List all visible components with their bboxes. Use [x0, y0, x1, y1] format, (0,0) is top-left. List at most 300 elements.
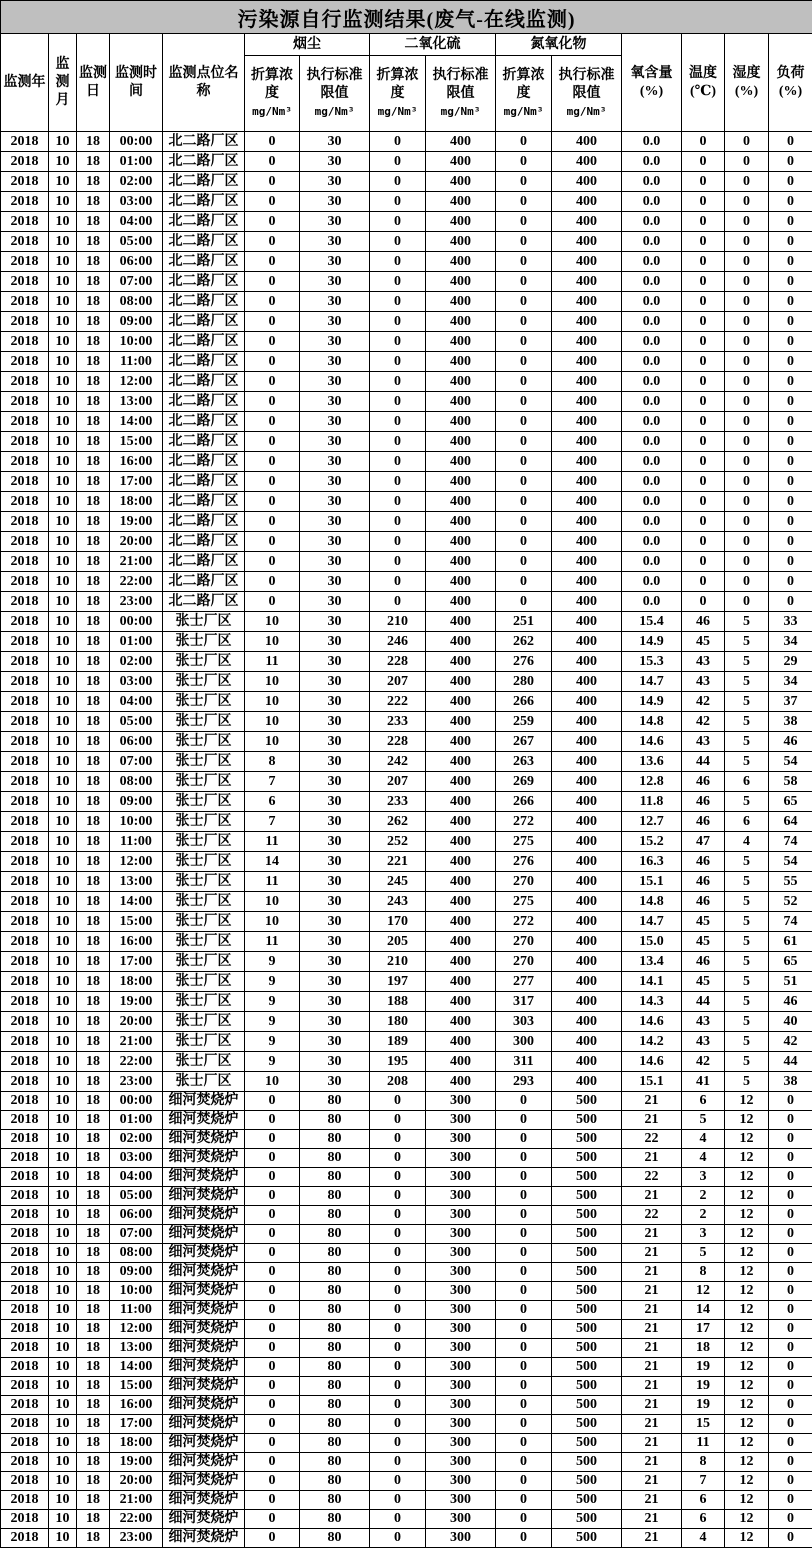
cell-nox-limit: 400	[552, 512, 622, 532]
cell-oxygen: 0.0	[622, 132, 682, 152]
cell-nox-conc: 276	[496, 852, 552, 872]
cell-humidity: 5	[725, 932, 769, 952]
cell-load: 0	[769, 492, 812, 512]
cell-so2-limit: 400	[426, 512, 496, 532]
cell-so2-conc: 228	[370, 652, 426, 672]
cell-smoke-conc: 0	[245, 312, 300, 332]
cell-smoke-conc: 0	[245, 492, 300, 512]
cell-nox-conc: 0	[496, 532, 552, 552]
cell-nox-limit: 400	[552, 332, 622, 352]
header-nox: 氮氧化物	[496, 34, 622, 56]
cell-so2-conc: 0	[370, 1491, 426, 1510]
cell-smoke-conc: 0	[245, 1510, 300, 1529]
cell-temp: 0	[682, 512, 725, 532]
cell-smoke-limit: 30	[300, 532, 370, 552]
cell-month: 10	[49, 292, 77, 312]
cell-so2-conc: 221	[370, 852, 426, 872]
cell-temp: 46	[682, 952, 725, 972]
cell-smoke-limit: 80	[300, 1396, 370, 1415]
cell-humidity: 5	[725, 692, 769, 712]
cell-time: 02:00	[110, 172, 163, 192]
table-row	[1, 572, 812, 592]
cell-temp: 0	[682, 312, 725, 332]
cell-humidity: 0	[725, 532, 769, 552]
cell-so2-conc: 0	[370, 412, 426, 432]
cell-smoke-limit: 30	[300, 752, 370, 772]
cell-humidity: 0	[725, 472, 769, 492]
cell-smoke-conc: 9	[245, 1032, 300, 1052]
cell-day: 18	[77, 792, 110, 812]
cell-so2-limit: 400	[426, 632, 496, 652]
cell-month: 10	[49, 412, 77, 432]
cell-month: 10	[49, 1320, 77, 1339]
cell-temp: 47	[682, 832, 725, 852]
cell-nox-limit: 400	[552, 652, 622, 672]
cell-nox-conc: 266	[496, 692, 552, 712]
cell-nox-conc: 0	[496, 592, 552, 612]
cell-oxygen: 0.0	[622, 392, 682, 412]
cell-oxygen: 13.4	[622, 952, 682, 972]
cell-time: 00:00	[110, 1092, 163, 1111]
cell-site: 北二路厂区	[163, 352, 245, 372]
cell-so2-limit: 400	[426, 292, 496, 312]
cell-time: 00:00	[110, 132, 163, 152]
cell-nox-conc: 0	[496, 1415, 552, 1434]
cell-humidity: 6	[725, 772, 769, 792]
cell-so2-conc: 0	[370, 232, 426, 252]
cell-load: 0	[769, 532, 812, 552]
cell-year: 2018	[1, 1415, 49, 1434]
cell-temp: 7	[682, 1472, 725, 1491]
cell-smoke-limit: 30	[300, 372, 370, 392]
cell-temp: 0	[682, 192, 725, 212]
cell-smoke-conc: 9	[245, 952, 300, 972]
cell-site: 张士厂区	[163, 1072, 245, 1092]
cell-smoke-limit: 80	[300, 1320, 370, 1339]
cell-site: 北二路厂区	[163, 452, 245, 472]
cell-time: 23:00	[110, 1072, 163, 1092]
table-row	[1, 532, 812, 552]
table-row	[1, 752, 812, 772]
cell-oxygen: 22	[622, 1168, 682, 1187]
cell-day: 18	[77, 132, 110, 152]
cell-humidity: 0	[725, 372, 769, 392]
cell-temp: 0	[682, 372, 725, 392]
cell-nox-conc: 270	[496, 952, 552, 972]
cell-nox-conc: 0	[496, 1263, 552, 1282]
cell-load: 0	[769, 1415, 812, 1434]
cell-smoke-conc: 0	[245, 1206, 300, 1225]
cell-year: 2018	[1, 1358, 49, 1377]
cell-month: 10	[49, 792, 77, 812]
cell-so2-limit: 300	[426, 1092, 496, 1111]
cell-humidity: 0	[725, 432, 769, 452]
table-row	[1, 992, 812, 1012]
cell-time: 04:00	[110, 212, 163, 232]
cell-month: 10	[49, 912, 77, 932]
cell-time: 11:00	[110, 352, 163, 372]
cell-humidity: 12	[725, 1168, 769, 1187]
cell-smoke-limit: 80	[300, 1206, 370, 1225]
cell-oxygen: 21	[622, 1111, 682, 1130]
cell-site: 细河焚烧炉	[163, 1282, 245, 1301]
cell-load: 0	[769, 1225, 812, 1244]
cell-time: 03:00	[110, 672, 163, 692]
cell-so2-limit: 400	[426, 432, 496, 452]
table-row	[1, 932, 812, 952]
cell-temp: 0	[682, 572, 725, 592]
cell-time: 22:00	[110, 1510, 163, 1529]
cell-smoke-limit: 80	[300, 1453, 370, 1472]
cell-so2-conc: 210	[370, 952, 426, 972]
cell-so2-conc: 208	[370, 1072, 426, 1092]
cell-oxygen: 0.0	[622, 412, 682, 432]
cell-smoke-conc: 0	[245, 412, 300, 432]
cell-site: 细河焚烧炉	[163, 1263, 245, 1282]
cell-day: 18	[77, 1491, 110, 1510]
cell-temp: 43	[682, 672, 725, 692]
cell-temp: 0	[682, 252, 725, 272]
cell-nox-limit: 400	[552, 492, 622, 512]
cell-nox-conc: 0	[496, 172, 552, 192]
cell-humidity: 12	[725, 1377, 769, 1396]
cell-smoke-limit: 30	[300, 932, 370, 952]
cell-time: 12:00	[110, 372, 163, 392]
cell-oxygen: 15.1	[622, 1072, 682, 1092]
cell-load: 46	[769, 732, 812, 752]
cell-month: 10	[49, 272, 77, 292]
cell-time: 11:00	[110, 1301, 163, 1320]
cell-temp: 0	[682, 172, 725, 192]
cell-month: 10	[49, 1510, 77, 1529]
cell-temp: 42	[682, 1052, 725, 1072]
cell-day: 18	[77, 372, 110, 392]
cell-site: 细河焚烧炉	[163, 1434, 245, 1453]
cell-temp: 46	[682, 892, 725, 912]
cell-nox-limit: 500	[552, 1092, 622, 1111]
cell-month: 10	[49, 1052, 77, 1072]
cell-smoke-conc: 10	[245, 632, 300, 652]
cell-temp: 0	[682, 532, 725, 552]
cell-temp: 19	[682, 1358, 725, 1377]
cell-year: 2018	[1, 1263, 49, 1282]
cell-smoke-conc: 0	[245, 592, 300, 612]
cell-nox-conc: 0	[496, 412, 552, 432]
cell-month: 10	[49, 1206, 77, 1225]
cell-smoke-limit: 30	[300, 832, 370, 852]
cell-load: 0	[769, 272, 812, 292]
cell-site: 细河焚烧炉	[163, 1130, 245, 1149]
cell-time: 18:00	[110, 972, 163, 992]
cell-humidity: 0	[725, 132, 769, 152]
cell-day: 18	[77, 352, 110, 372]
table-row	[1, 1320, 812, 1339]
cell-site: 细河焚烧炉	[163, 1168, 245, 1187]
table-row	[1, 1092, 812, 1111]
cell-nox-conc: 0	[496, 1453, 552, 1472]
cell-oxygen: 11.8	[622, 792, 682, 812]
cell-so2-limit: 300	[426, 1263, 496, 1282]
cell-so2-limit: 400	[426, 832, 496, 852]
table-row	[1, 272, 812, 292]
cell-time: 12:00	[110, 852, 163, 872]
cell-load: 33	[769, 612, 812, 632]
cell-site: 张士厂区	[163, 812, 245, 832]
cell-site: 细河焚烧炉	[163, 1510, 245, 1529]
cell-so2-conc: 0	[370, 1301, 426, 1320]
cell-day: 18	[77, 232, 110, 252]
cell-oxygen: 21	[622, 1263, 682, 1282]
cell-year: 2018	[1, 212, 49, 232]
table-row	[1, 1358, 812, 1377]
cell-temp: 0	[682, 492, 725, 512]
cell-nox-conc: 317	[496, 992, 552, 1012]
cell-so2-limit: 300	[426, 1244, 496, 1263]
cell-oxygen: 22	[622, 1206, 682, 1225]
cell-site: 张士厂区	[163, 732, 245, 752]
cell-day: 18	[77, 1510, 110, 1529]
cell-load: 0	[769, 1282, 812, 1301]
cell-year: 2018	[1, 1453, 49, 1472]
table-row	[1, 1263, 812, 1282]
cell-nox-conc: 0	[496, 292, 552, 312]
cell-nox-limit: 400	[552, 452, 622, 472]
cell-day: 18	[77, 252, 110, 272]
cell-temp: 4	[682, 1529, 725, 1548]
cell-nox-conc: 0	[496, 1434, 552, 1453]
header-temp: 温度(℃)	[682, 34, 725, 132]
cell-temp: 0	[682, 592, 725, 612]
cell-so2-limit: 300	[426, 1396, 496, 1415]
cell-temp: 46	[682, 772, 725, 792]
cell-so2-limit: 300	[426, 1377, 496, 1396]
cell-site: 北二路厂区	[163, 592, 245, 612]
cell-nox-conc: 0	[496, 512, 552, 532]
cell-year: 2018	[1, 932, 49, 952]
table-row	[1, 1301, 812, 1320]
cell-oxygen: 0.0	[622, 352, 682, 372]
cell-smoke-conc: 10	[245, 692, 300, 712]
cell-site: 张士厂区	[163, 972, 245, 992]
cell-time: 09:00	[110, 1263, 163, 1282]
cell-oxygen: 0.0	[622, 492, 682, 512]
cell-smoke-limit: 80	[300, 1130, 370, 1149]
cell-load: 0	[769, 1206, 812, 1225]
cell-day: 18	[77, 1472, 110, 1491]
cell-oxygen: 21	[622, 1510, 682, 1529]
cell-time: 19:00	[110, 992, 163, 1012]
table-row	[1, 1529, 812, 1548]
cell-time: 13:00	[110, 1339, 163, 1358]
table-row	[1, 1244, 812, 1263]
cell-load: 0	[769, 1111, 812, 1130]
cell-humidity: 12	[725, 1510, 769, 1529]
cell-temp: 3	[682, 1225, 725, 1244]
cell-nox-limit: 400	[552, 172, 622, 192]
cell-day: 18	[77, 1187, 110, 1206]
cell-site: 细河焚烧炉	[163, 1187, 245, 1206]
cell-nox-limit: 500	[552, 1301, 622, 1320]
cell-smoke-conc: 10	[245, 672, 300, 692]
cell-site: 北二路厂区	[163, 572, 245, 592]
cell-load: 0	[769, 1358, 812, 1377]
cell-so2-limit: 400	[426, 352, 496, 372]
table-row	[1, 1491, 812, 1510]
cell-humidity: 5	[725, 732, 769, 752]
cell-year: 2018	[1, 1111, 49, 1130]
table-row	[1, 1072, 812, 1092]
cell-month: 10	[49, 892, 77, 912]
cell-smoke-conc: 0	[245, 472, 300, 492]
table-row	[1, 492, 812, 512]
cell-so2-conc: 205	[370, 932, 426, 952]
cell-humidity: 5	[725, 972, 769, 992]
cell-site: 细河焚烧炉	[163, 1301, 245, 1320]
cell-day: 18	[77, 712, 110, 732]
cell-site: 张士厂区	[163, 612, 245, 632]
cell-oxygen: 0.0	[622, 432, 682, 452]
cell-smoke-conc: 8	[245, 752, 300, 772]
cell-nox-conc: 0	[496, 1491, 552, 1510]
cell-year: 2018	[1, 332, 49, 352]
cell-so2-conc: 0	[370, 1282, 426, 1301]
cell-site: 北二路厂区	[163, 492, 245, 512]
cell-day: 18	[77, 1072, 110, 1092]
cell-load: 0	[769, 312, 812, 332]
cell-load: 0	[769, 1130, 812, 1149]
cell-so2-conc: 0	[370, 1225, 426, 1244]
cell-smoke-conc: 0	[245, 352, 300, 372]
cell-smoke-limit: 80	[300, 1282, 370, 1301]
cell-nox-conc: 0	[496, 1377, 552, 1396]
cell-site: 细河焚烧炉	[163, 1415, 245, 1434]
cell-nox-conc: 0	[496, 1206, 552, 1225]
cell-temp: 5	[682, 1111, 725, 1130]
cell-temp: 19	[682, 1396, 725, 1415]
cell-humidity: 0	[725, 172, 769, 192]
cell-smoke-limit: 80	[300, 1149, 370, 1168]
cell-month: 10	[49, 1263, 77, 1282]
cell-year: 2018	[1, 1396, 49, 1415]
cell-month: 10	[49, 332, 77, 352]
cell-month: 10	[49, 232, 77, 252]
cell-load: 44	[769, 1052, 812, 1072]
cell-day: 18	[77, 1168, 110, 1187]
cell-month: 10	[49, 1149, 77, 1168]
cell-smoke-limit: 30	[300, 792, 370, 812]
cell-smoke-conc: 0	[245, 1130, 300, 1149]
cell-smoke-limit: 30	[300, 452, 370, 472]
cell-month: 10	[49, 352, 77, 372]
table-row	[1, 312, 812, 332]
cell-nox-conc: 0	[496, 1187, 552, 1206]
cell-nox-limit: 400	[552, 592, 622, 612]
table-row	[1, 892, 812, 912]
cell-month: 10	[49, 752, 77, 772]
cell-day: 18	[77, 992, 110, 1012]
cell-oxygen: 0.0	[622, 552, 682, 572]
cell-month: 10	[49, 672, 77, 692]
cell-so2-conc: 262	[370, 812, 426, 832]
table-row	[1, 1012, 812, 1032]
cell-nox-limit: 500	[552, 1472, 622, 1491]
cell-nox-limit: 500	[552, 1358, 622, 1377]
cell-nox-limit: 400	[552, 872, 622, 892]
cell-so2-conc: 233	[370, 792, 426, 812]
cell-nox-conc: 0	[496, 132, 552, 152]
cell-so2-conc: 0	[370, 152, 426, 172]
cell-year: 2018	[1, 612, 49, 632]
cell-humidity: 12	[725, 1472, 769, 1491]
cell-temp: 0	[682, 452, 725, 472]
cell-year: 2018	[1, 152, 49, 172]
cell-oxygen: 21	[622, 1301, 682, 1320]
cell-so2-conc: 222	[370, 692, 426, 712]
cell-smoke-conc: 0	[245, 1244, 300, 1263]
cell-nox-limit: 400	[552, 792, 622, 812]
cell-time: 20:00	[110, 1012, 163, 1032]
cell-month: 10	[49, 1339, 77, 1358]
cell-humidity: 12	[725, 1434, 769, 1453]
cell-so2-conc: 0	[370, 312, 426, 332]
cell-so2-conc: 0	[370, 1187, 426, 1206]
cell-site: 张士厂区	[163, 872, 245, 892]
cell-so2-limit: 400	[426, 592, 496, 612]
cell-load: 65	[769, 952, 812, 972]
cell-time: 21:00	[110, 552, 163, 572]
cell-load: 74	[769, 912, 812, 932]
cell-year: 2018	[1, 1491, 49, 1510]
cell-nox-conc: 0	[496, 1168, 552, 1187]
cell-smoke-limit: 30	[300, 952, 370, 972]
cell-humidity: 12	[725, 1396, 769, 1415]
cell-day: 18	[77, 892, 110, 912]
cell-smoke-limit: 30	[300, 212, 370, 232]
cell-so2-conc: 243	[370, 892, 426, 912]
cell-time: 02:00	[110, 1130, 163, 1149]
cell-nox-conc: 0	[496, 192, 552, 212]
cell-smoke-conc: 7	[245, 772, 300, 792]
cell-smoke-conc: 10	[245, 612, 300, 632]
cell-load: 0	[769, 192, 812, 212]
cell-year: 2018	[1, 1032, 49, 1052]
cell-smoke-conc: 0	[245, 1263, 300, 1282]
table-row	[1, 392, 812, 412]
cell-site: 张士厂区	[163, 1052, 245, 1072]
cell-nox-limit: 400	[552, 572, 622, 592]
table-row	[1, 252, 812, 272]
cell-temp: 0	[682, 212, 725, 232]
cell-year: 2018	[1, 372, 49, 392]
cell-temp: 0	[682, 332, 725, 352]
table-row	[1, 1111, 812, 1130]
cell-so2-conc: 0	[370, 1472, 426, 1491]
cell-smoke-limit: 30	[300, 992, 370, 1012]
cell-load: 38	[769, 1072, 812, 1092]
cell-smoke-conc: 10	[245, 892, 300, 912]
cell-so2-limit: 400	[426, 872, 496, 892]
cell-month: 10	[49, 1434, 77, 1453]
cell-nox-limit: 500	[552, 1396, 622, 1415]
cell-site: 张士厂区	[163, 832, 245, 852]
cell-so2-limit: 300	[426, 1472, 496, 1491]
cell-so2-limit: 400	[426, 572, 496, 592]
cell-humidity: 0	[725, 252, 769, 272]
cell-year: 2018	[1, 172, 49, 192]
cell-so2-conc: 0	[370, 432, 426, 452]
cell-nox-limit: 400	[552, 1012, 622, 1032]
table-row	[1, 1510, 812, 1529]
